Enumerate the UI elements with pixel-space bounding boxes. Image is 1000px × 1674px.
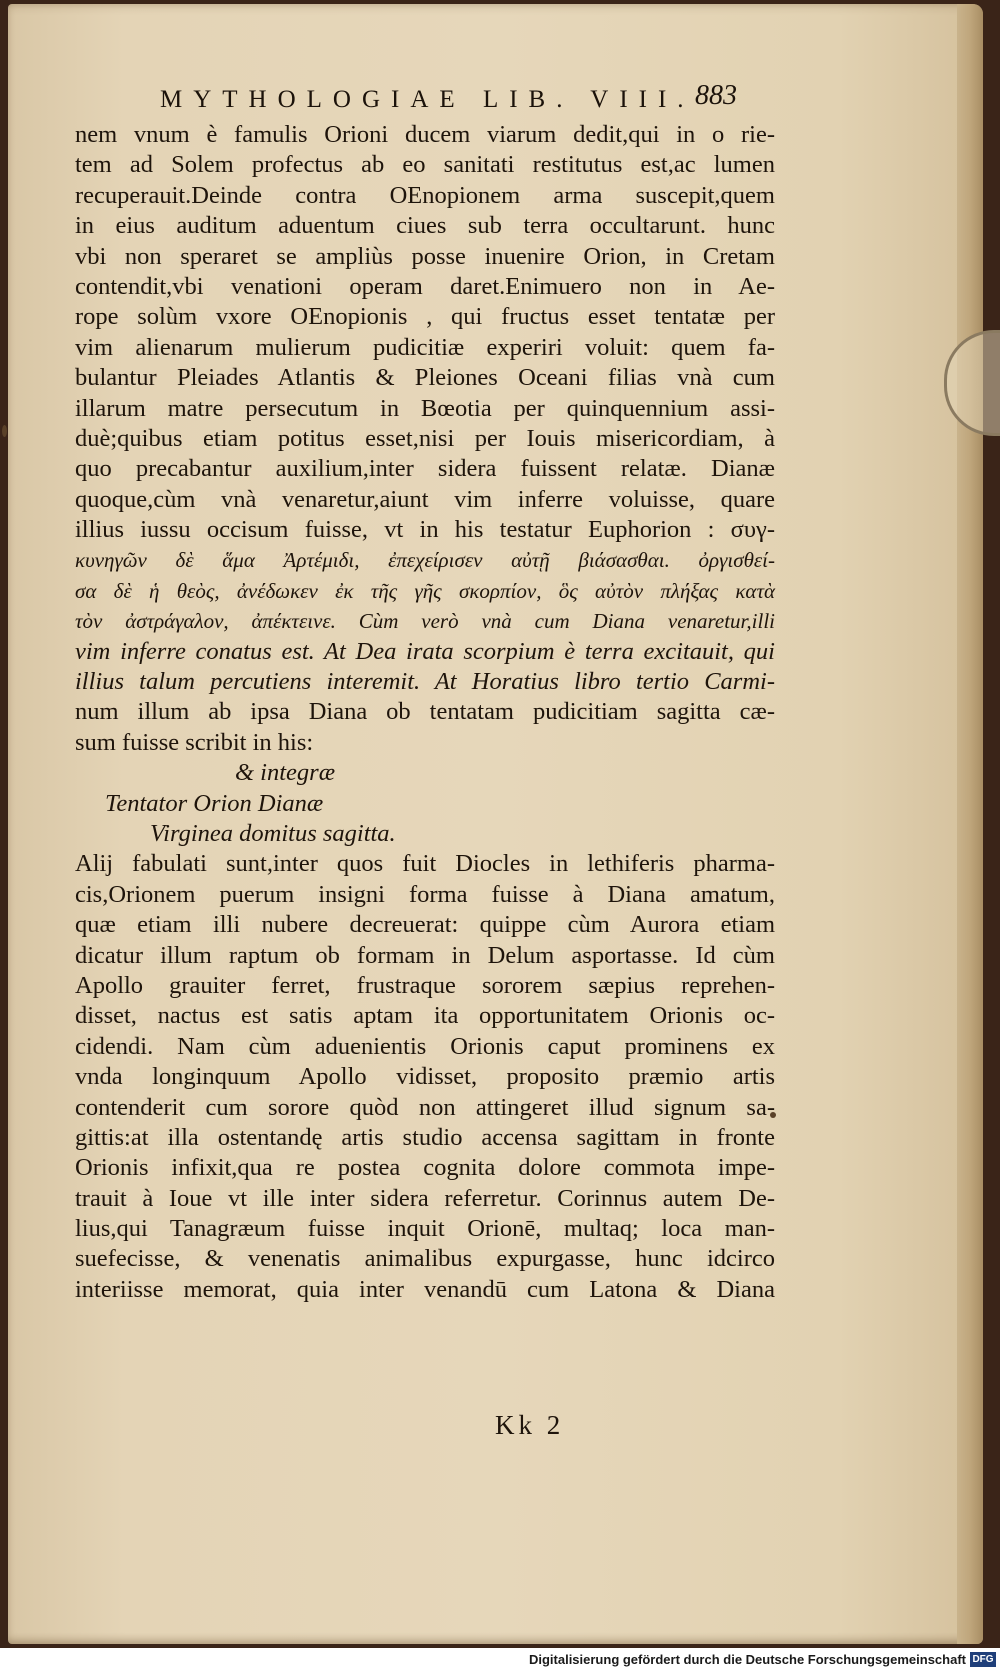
text-line: cis,Orionem puerum insigni forma fuisse à Diana amatum, xyxy=(75,880,775,908)
text-line: quæ etiam illi nubere decreuerat: quippe cùm Aurora etiam xyxy=(75,911,775,939)
text-line: illius talum percutiens interemit. At Horatius libro tertio Carmi- xyxy=(75,668,775,696)
text-line: sum fuisse scribit in his: xyxy=(75,728,314,756)
dfg-logo-icon: DFG xyxy=(970,1652,996,1667)
text-line: Tentator Orion Dianæ xyxy=(105,789,324,817)
text-line: contendit,vbi venationi operam daret.Enimuero non in Ae- xyxy=(75,272,775,300)
text-line: bulantur Pleiades Atlantis & Pleiones Oceani filias vnà cum xyxy=(75,364,775,392)
text-line: Orionis infixit,qua re postea cognita dolore commota impe- xyxy=(75,1154,775,1182)
text-line: quoque,cùm vnà venaretur,aiunt vim inferre voluisse, quare xyxy=(75,485,775,513)
ink-spot xyxy=(2,425,7,437)
text-line: τὸν ἀστράγαλον, ἀπέκτεινε. Cùm verò vnà cum Diana venaretur,illi xyxy=(75,609,775,634)
text-line: cidendi. Nam cùm aduenientis Orionis caput prominens ex xyxy=(75,1032,775,1060)
text-line: disset, nactus est satis aptam ita opportunitatem Orionis oc- xyxy=(75,1002,775,1030)
text-line: illius iussu occisum fuisse, vt in his testatur Euphorion : συγ- xyxy=(75,516,775,544)
text-line: vbi non speraret se ampliùs posse inuenire Orion, in Cretam xyxy=(75,242,775,270)
text-line: vim inferre conatus est. At Dea irata scorpium è terra excitauit, qui xyxy=(75,637,775,665)
text-line: illarum matre persecutum in Bœotia per quinquennium assi- xyxy=(75,394,775,422)
text-line: vnda longinquum Apollo vidisset, proposito præmio artis xyxy=(75,1063,775,1091)
text-line: Apollo grauiter ferret, frustraque sororem sæpius reprehen- xyxy=(75,971,775,999)
text-line: quo precabantur auxilium,inter sidera fuissent relatæ. Dianæ xyxy=(75,455,775,483)
text-line: vim alienarum mulierum pudicitiæ experiri voluit: quem fa- xyxy=(75,333,775,361)
text-line: contenderit cum sorore quòd non attingeret illud signum sa- xyxy=(75,1093,775,1121)
text-line: Virginea domitus sagitta. xyxy=(150,819,396,847)
page-header xyxy=(60,80,780,120)
text-line: dicatur illum raptum ob formam in Delum asportasse. Id cùm xyxy=(75,941,775,969)
text-line: gittis:at illa ostentandę artis studio accensa sagittam in fronte xyxy=(75,1123,775,1151)
text-line: rope solùm vxore OEnopionis , qui fructus esset tentatæ per xyxy=(75,303,775,331)
signature-mark: Kk 2 xyxy=(495,1410,565,1440)
text-line: duè;quibus etiam potitus esset,nisi per Iouis misericordiam, à xyxy=(75,424,775,452)
text-line: nem vnum è famulis Orioni ducem viarum dedit,qui in o rie- xyxy=(75,121,775,148)
text-line: Alij fabulati sunt,inter quos fuit Diocles in lethiferis pharma- xyxy=(75,850,775,878)
page-number: 883 xyxy=(695,80,737,111)
text-line: trauit à Ioue vt ille inter sidera referretur. Corinnus autem De- xyxy=(75,1184,775,1212)
text-line: in eius auditum aduentum ciues sub terra occultarunt. hunc xyxy=(75,212,775,240)
text-line: recuperauit.Deinde contra OEnopionem arma suscepit,quem xyxy=(75,181,775,209)
body-text xyxy=(75,120,775,1305)
text-line: & integræ xyxy=(235,759,336,787)
text-line: κυνηγῶν δὲ ἅμα Ἀρτέμιδι, ἐπεχείρισεν αὐτῇ βιάσασθαι. ὀργισθεί- xyxy=(75,548,775,573)
text-line: num illum ab ipsa Diana ob tentatam pudicitiam sagitta cæ- xyxy=(75,698,775,726)
page-edge-stack xyxy=(957,4,983,1644)
text-line: σα δὲ ἡ θεὸς, ἀνέδωκεν ἐκ τῆς γῆς σκορπίον, ὃς αὐτὸν πλήξας κατὰ xyxy=(75,578,775,603)
text-line: tem ad Solem profectus ab eo sanitati restitutus est,ac lumen xyxy=(75,151,775,179)
digitization-credit: Digitalisierung gefördert durch die Deutsche Forschungsgemeinschaft xyxy=(528,1652,966,1667)
text-line: lius,qui Tanagræum fuisse inquit Orionē, multaq; loca man- xyxy=(75,1215,775,1243)
text-line: interiisse memorat, quia inter venandū cum Latona & Diana xyxy=(75,1275,775,1303)
running-head: MYTHOLOGIAE LIB. VIII. xyxy=(160,86,695,113)
footer-bar xyxy=(0,1648,1000,1674)
text-line: suefecisse, & venenatis animalibus expurgasse, hunc idcirco xyxy=(75,1245,775,1273)
